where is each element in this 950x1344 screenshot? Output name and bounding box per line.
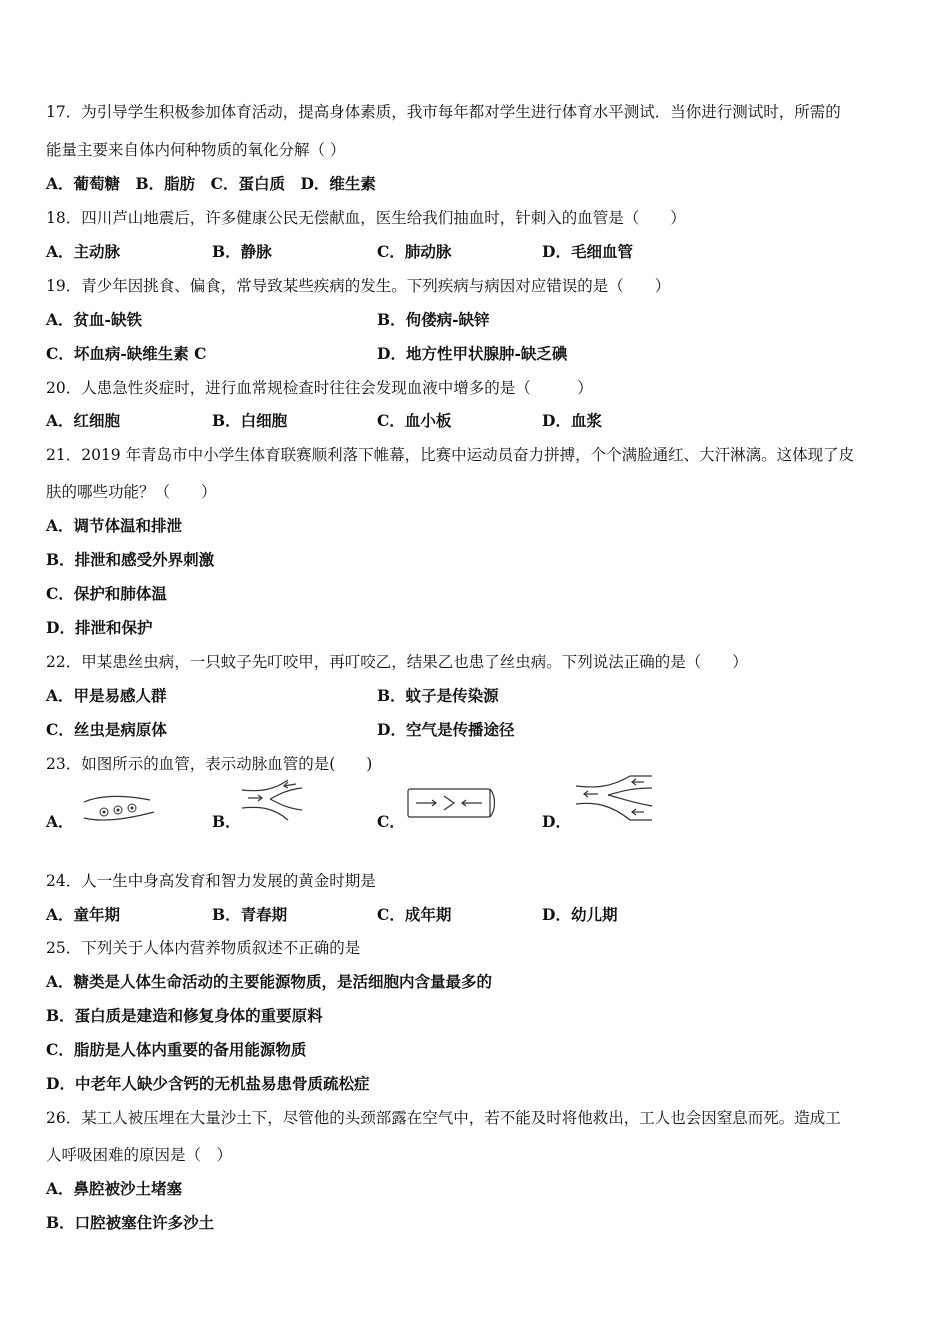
q20-stem: 20．人患急性炎症时，进行血常规检查时往往会发现血液中增多的是（ ） [46,379,593,397]
q23-figure-d-vessel-image [574,772,656,824]
q23-option-b: B． [212,812,241,831]
q18-option-a: A．主动脉 [46,242,121,261]
q23-option-c: C． [377,812,405,831]
q22-option-a: A．甲是易感人群 [46,686,167,705]
q24-options [46,905,910,925]
q22-options-ab [46,686,910,706]
q25-option-a: A．糖类是人体生命活动的主要能源物质，是活细胞内含量最多的 [46,972,493,991]
q20-option-d: D．血浆 [542,411,602,430]
q25-option-c: C．脂肪是人体内重要的备用能源物质 [46,1040,307,1059]
q19-option-a: A．贫血-缺铁 [46,310,142,329]
q23-option-a: A． [46,812,74,831]
q23-options [46,812,910,832]
q22-option-d: D．空气是传播途径 [377,720,515,739]
q20-option-c: C．血小板 [377,411,452,430]
q24-option-a: A．童年期 [46,905,121,924]
q26-stem-line2: 人呼吸困难的原因是（ ） [46,1146,233,1164]
q23-figure-a-capillary-image [80,782,160,828]
q25-option-d: D．中老年人缺少含钙的无机盐易患骨质疏松症 [46,1074,370,1093]
q21-stem-line1: 21．2019 年青岛市中小学生体育联赛顺利落下帷幕，比赛中运动员奋力拼搏，个个满脸通红、大汗淋漓。这体现了皮 [46,446,855,464]
q20-options [46,411,910,431]
q22-options-cd [46,720,910,740]
q21-option-d: D．排泄和保护 [46,618,153,637]
q25-stem: 25．下列关于人体内营养物质叙述不正确的是 [46,939,361,957]
q18-option-b: B．静脉 [212,242,272,261]
q22-stem: 22．甲某患丝虫病，一只蚊子先叮咬甲，再叮咬乙，结果乙也患了丝虫病。下列说法正确的是（ ） [46,653,748,671]
q22-option-b: B．蚊子是传染源 [377,686,499,705]
q21-stem-line2: 肤的哪些功能？（ ） [46,483,217,501]
q22-option-c: C．丝虫是病原体 [46,720,167,739]
q26-stem-line1: 26．某工人被压埋在大量沙土下，尽管他的头颈部露在空气中，若不能及时将他救出，工人也会因窒息而死。造成工 [46,1109,841,1127]
q24-option-b: B．青春期 [212,905,288,924]
q17-options: A．葡萄糖 B．脂肪 C．蛋白质 D．维生素 [46,174,376,193]
q26-option-a: A．鼻腔被沙土堵塞 [46,1179,183,1198]
q21-option-a: A．调节体温和排泄 [46,516,183,535]
q20-option-b: B．白细胞 [212,411,288,430]
q24-option-d: D．幼儿期 [542,905,618,924]
q21-option-b: B．排泄和感受外界刺激 [46,550,215,569]
q19-option-c: C．坏血病-缺维生素 C [46,344,207,363]
q23-figure-b-vessel-image [240,776,310,826]
q17-stem-line2: 能量主要来自体内何种物质的氧化分解（ ） [46,141,346,159]
q23-figure-c-vessel-image [406,786,496,820]
q21-option-c: C．保护和肺体温 [46,584,167,603]
q18-options [46,242,910,262]
q24-option-c: C．成年期 [377,905,452,924]
q20-option-a: A．红细胞 [46,411,121,430]
q19-option-d: D．地方性甲状腺肿-缺乏碘 [377,344,568,363]
q25-option-b: B．蛋白质是建造和修复身体的重要原料 [46,1006,323,1025]
q19-option-b: B．佝偻病-缺锌 [377,310,490,329]
q19-options-cd [46,344,910,364]
q24-stem: 24．人一生中身高发育和智力发展的黄金时期是 [46,872,376,890]
q17-stem-line1: 17．为引导学生积极参加体育活动，提高身体素质，我市每年都对学生进行体育水平测试．当你进行测试时，所需的 [46,103,841,121]
q19-options-ab [46,310,910,330]
q23-option-d: D． [542,812,571,831]
q19-stem: 19．青少年因挑食、偏食，常导致某些疾病的发生。下列疾病与病因对应错误的是（ ） [46,277,671,295]
q18-option-c: C．肺动脉 [377,242,452,261]
q18-stem: 18．四川芦山地震后，许多健康公民无偿献血，医生给我们抽血时，针刺入的血管是（ ） [46,209,686,227]
q23-stem: 23．如图所示的血管，表示动脉血管的是( ) [46,755,373,773]
q18-option-d: D．毛细血管 [542,242,633,261]
q26-option-b: B．口腔被塞住许多沙土 [46,1213,215,1232]
